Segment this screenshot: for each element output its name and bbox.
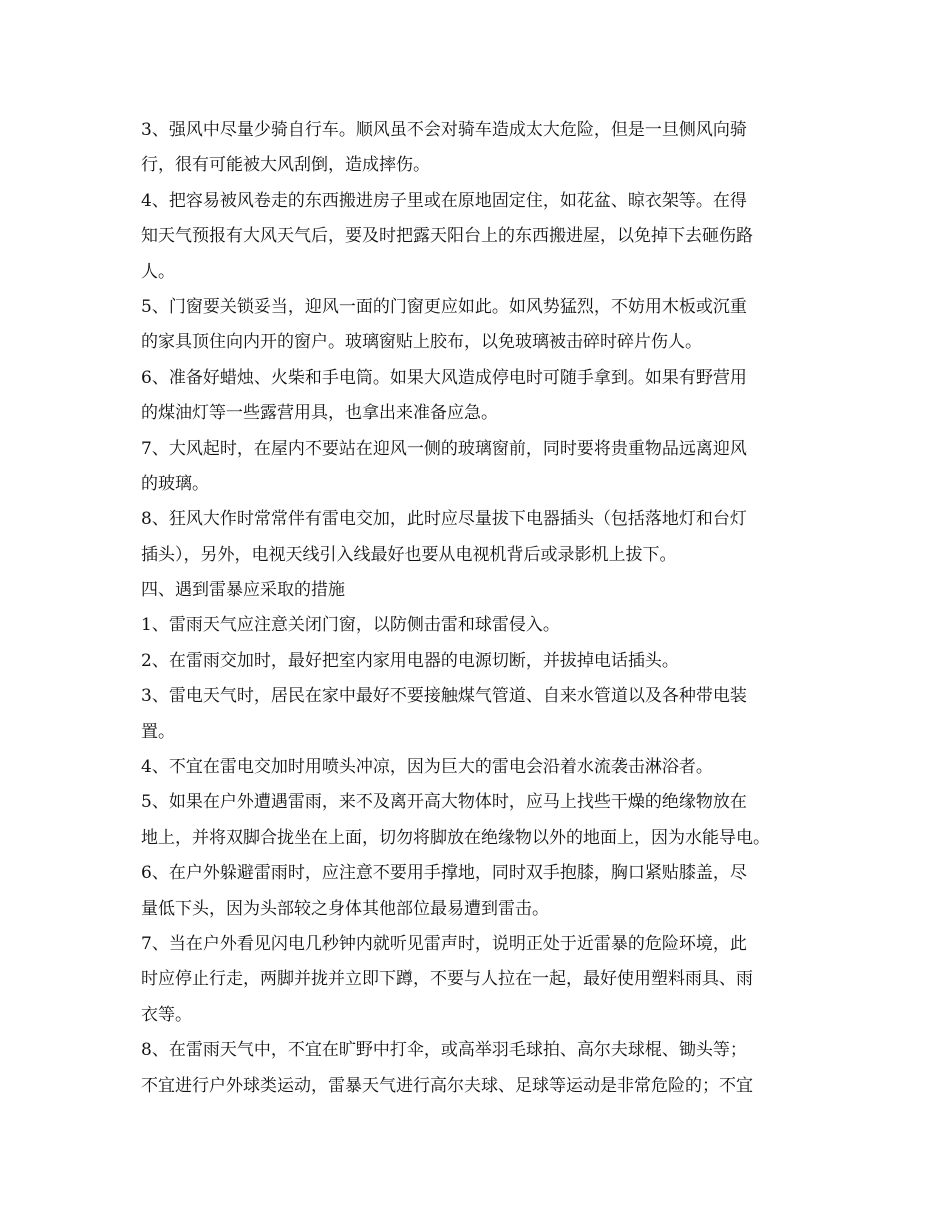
text-line: 5、如果在户外遭遇雷雨，来不及离开高大物体时，应马上找些干燥的绝缘物放在	[141, 792, 747, 813]
text-line: 的家具顶住向内开的窗户。玻璃窗贴上胶布，以免玻璃被击碎时碎片伤人。	[141, 332, 702, 353]
text-line: 4、不宜在雷电交加时用喷头冲凉，因为巨大的雷电会沿着水流袭击淋浴者。	[141, 757, 713, 778]
text-line: 插头），另外，电视天线引入线最好也要从电视机背后或录影机上拔下。	[141, 544, 677, 565]
text-line: 时应停止行走，两脚并拢并立即下蹲，不要与人拉在一起，最好使用塑料雨具、雨	[141, 969, 753, 990]
text-line: 4、把容易被风卷走的东西搬进房子里或在原地固定住，如花盆、晾衣架等。在得	[141, 190, 747, 211]
text-line: 5、门窗要关锁妥当，迎风一面的门窗更应如此。如风势猛烈，不妨用木板或沉重	[141, 296, 747, 317]
text-line: 3、雷电天气时，居民在家中最好不要接触煤气管道、自来水管道以及各种带电装	[141, 686, 747, 707]
text-line: 2、在雷雨交加时，最好把室内家用电器的电源切断，并拔掉电话插头。	[141, 650, 679, 671]
text-line: 8、在雷雨天气中，不宜在旷野中打伞，或高举羽毛球拍、高尔夫球棍、锄头等；	[141, 1040, 747, 1061]
text-line: 人。	[141, 261, 175, 282]
text-line: 6、在户外躲避雷雨时，应注意不要用手撑地，同时双手抱膝，胸口紧贴膝盖，尽	[141, 863, 747, 884]
text-line: 7、大风起时，在屋内不要站在迎风一侧的玻璃窗前，同时要将贵重物品远离迎风	[141, 438, 747, 459]
text-line: 衣等。	[141, 1004, 192, 1025]
text-line: 的煤油灯等一些露营用具，也拿出来准备应急。	[141, 403, 498, 424]
section-heading: 四、遇到雷暴应采取的措施	[141, 580, 345, 601]
text-line: 7、当在户外看见闪电几秒钟内就听见雷声时，说明正处于近雷暴的危险环境，此	[141, 933, 747, 954]
text-line: 量低下头，因为头部较之身体其他部位最易遭到雷击。	[141, 898, 549, 919]
text-line: 知天气预报有大风天气后，要及时把露天阳台上的东西搬进屋，以免掉下去砸伤路	[141, 226, 753, 247]
text-line: 8、狂风大作时常常伴有雷电交加，此时应尽量拔下电器插头（包括落地灯和台灯	[141, 509, 747, 530]
text-line: 1、雷雨天气应注意关闭门窗，以防侧击雷和球雷侵入。	[141, 615, 560, 636]
document-body	[141, 113, 821, 1104]
text-line: 置。	[141, 721, 175, 742]
text-line: 的玻璃。	[141, 473, 209, 494]
text-line: 行，很有可能被大风刮倒，造成摔伤。	[141, 155, 430, 176]
text-line: 6、准备好蜡烛、火柴和手电筒。如果大风造成停电时可随手拿到。如果有野营用	[141, 367, 747, 388]
text-line: 地上，并将双脚合拢坐在上面，切勿将脚放在绝缘物以外的地面上，因为水能导电。	[141, 827, 770, 848]
text-line: 3、强风中尽量少骑自行车。顺风虽不会对骑车造成太大危险，但是一旦侧风向骑	[141, 120, 747, 140]
text-line: 不宜进行户外球类运动，雷暴天气进行高尔夫球、足球等运动是非常危险的；不宜	[141, 1075, 753, 1096]
